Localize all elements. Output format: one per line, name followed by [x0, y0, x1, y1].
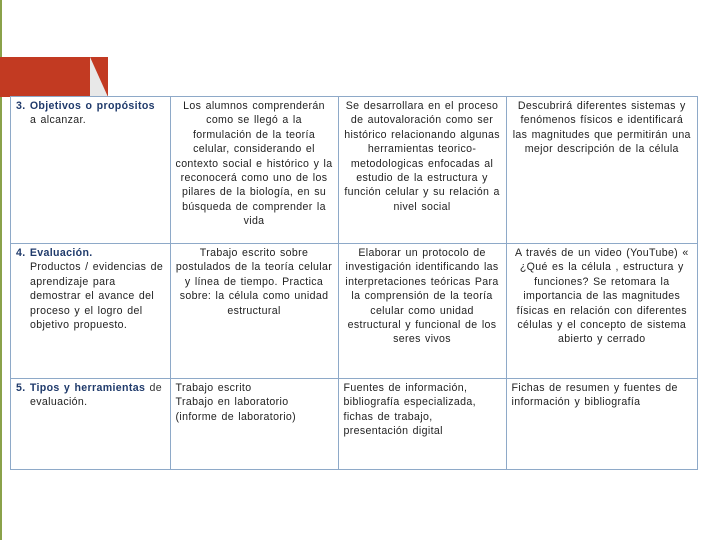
table-cell: Se desarrollara en el proceso de autovaloración como ser histórico relacionando algunas herramientas teorico-metodologicas enfocadas al estudio de la estructura y función celular y su relación a nivel social	[338, 97, 506, 244]
row-label-objectives	[11, 97, 171, 244]
table-row	[11, 379, 698, 470]
table-row	[11, 244, 698, 379]
row-label-tools	[11, 379, 171, 470]
row-label-bold: 4. Evaluación.	[16, 247, 93, 259]
row-label-bold: 3. Objetivos o propósitos	[16, 100, 155, 112]
table-row	[11, 97, 698, 244]
table-cell: Descubrirá diferentes sistemas y fenómenos físicos e identificará las magnitudes que permitirán una mejor descripción de la célula	[506, 97, 697, 244]
table-cell: Fuentes de información, bibliografía especializada, fichas de trabajo, presentación digital	[338, 379, 506, 470]
row-label-rest: Productos / evidencias de aprendizaje para demostrar el avance del proceso y el logro del objetivo propuesto.	[30, 261, 164, 332]
row-label-rest: a alcanzar.	[30, 114, 87, 127]
table-cell: Trabajo escrito Trabajo en laboratorio (informe de laboratorio)	[170, 379, 338, 470]
row-label-bold: 5. Tipos y herramientas	[16, 382, 146, 394]
planning-table	[10, 96, 698, 470]
row-label-evaluation	[11, 244, 171, 379]
row-label-rest-inline: de	[145, 382, 162, 394]
content-table-wrapper	[10, 96, 698, 468]
table-cell: Elaborar un protocolo de investigación identificando las interpretaciones teóricas Para la comprensión de la teoría celular como unidad estructural y funcional de los seres vivos	[338, 244, 506, 379]
row-label-rest: evaluación.	[30, 396, 88, 409]
table-cell: Los alumnos comprenderán como se llegó a la formulación de la teoría celular, considerando el contexto social e histórico y la reconocerá como uno de los pilares de la biología, en su búsqueda de comprender la vida	[170, 97, 338, 244]
table-cell: Trabajo escrito sobre postulados de la teoría celular y línea de tiempo. Practica sobre: la célula como unidad estructural	[170, 244, 338, 379]
table-cell: Fichas de resumen y fuentes de información y bibliografía	[506, 379, 697, 470]
table-cell: A través de un video (YouTube) « ¿Qué es la célula , estructura y funciones? Se retomara la importancia de las magnitudes físicas en relación con diferentes células y el concepto de sistema abierto y cerrado	[506, 244, 697, 379]
